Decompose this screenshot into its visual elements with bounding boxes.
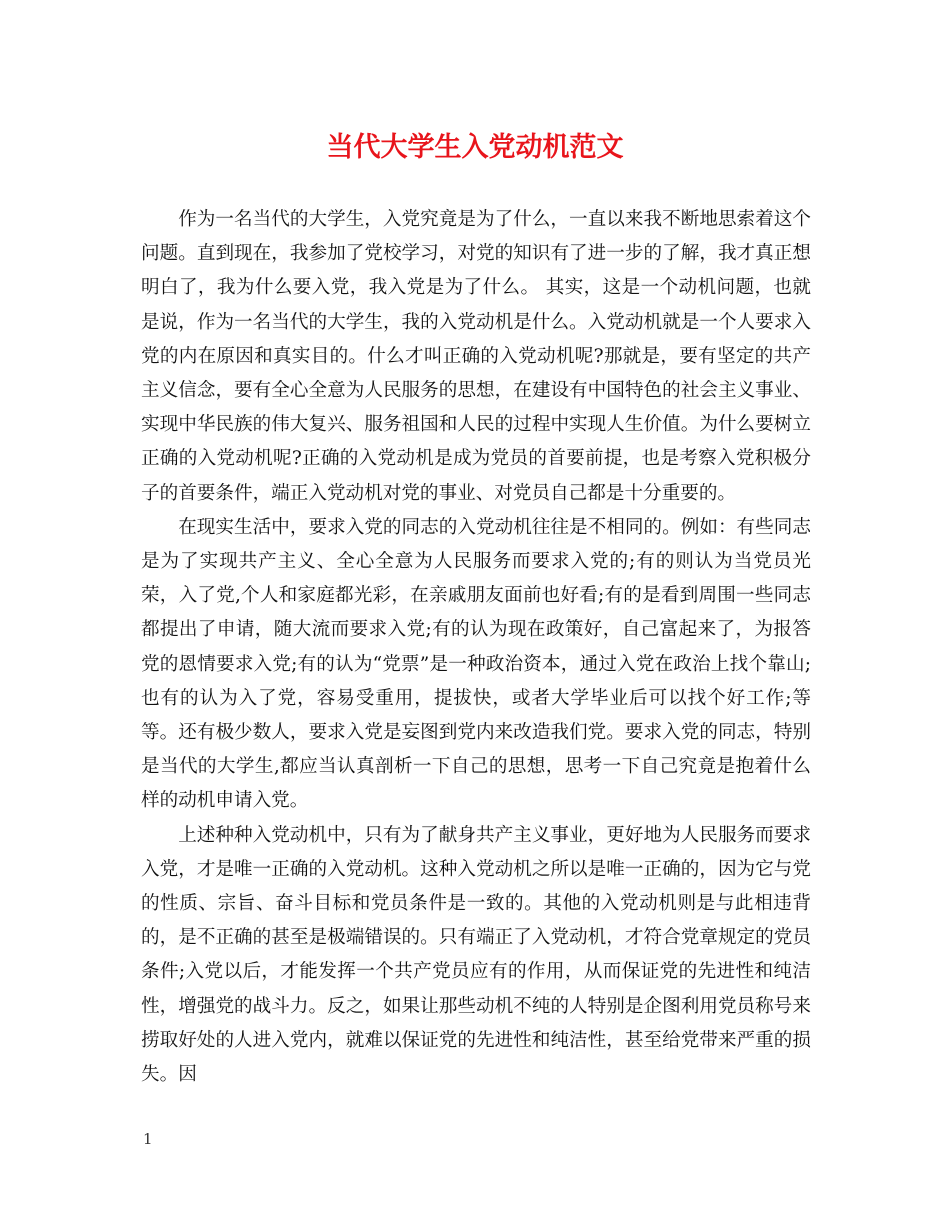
document-title: 当代大学生入党动机范文 [326, 132, 624, 163]
document-body [141, 203, 811, 1092]
paragraph-2: 在现实生活中，要求入党的同志的入党动机往往是不相同的。例如：有些同志是为了实现共产主义、全心全意为人民服务而要求入党的;有的则认为当党员光荣，入了党,个人和家庭都光彩，在亲戚朋友面前也好看;有的是看到周围一些同志都提出了申请，随大流而要求入党;有的认为现在政策好，自己富起来了，为报答党的恩情要求入党;有的认为“党票”是一种政治资本，通过入党在政治上找个靠山;也有的认为入了党，容易受重用，提拔快，或者大学毕业后可以找个好工作;等等。还有极少数人，要求入党是妄图到党内来改造我们党。要求入党的同志，特别是当代的大学生,都应当认真剖析一下自己的思想，思考一下自己究竟是抱着什么样的动机申请入党。 [141, 516, 811, 812]
paragraph-3: 上述种种入党动机中，只有为了献身共产主义事业，更好地为人民服务而要求入党，才是唯一正确的入党动机。这种入党动机之所以是唯一正确的，因为它与党的性质、宗旨、奋斗目标和党员条件是一致的。其他的入党动机则是与此相违背的，是不正确的甚至是极端错误的。只有端正了入党动机，才符合党章规定的党员条件;入党以后，才能发挥一个共产党员应有的作用，从而保证党的先进性和纯洁性，增强党的战斗力。反之，如果让那些动机不纯的人特别是企图利用党员称号来捞取好处的人进入党内，就难以保证党的先进性和纯洁性，甚至给党带来严重的损失。因 [141, 824, 811, 1086]
paragraph-1: 作为一名当代的大学生，入党究竟是为了什么，一直以来我不断地思索着这个问题。直到现在，我参加了党校学习，对党的知识有了进一步的了解，我才真正想明白了，我为什么要入党，我入党是为了什么。 其实，这是一个动机问题，也就是说，作为一名当代的大学生，我的入党动机是什么。入党动机就是一个人要求入党的内在原因和真实目的。什么才叫正确的入党动机呢?那就是，要有坚定的共产主义信念，要有全心全意为人民服务的思想，在建设有中国特色的社会主义事业、实现中华民族的伟大复兴、服务祖国和人民的过程中实现人生价值。为什么要树立正确的入党动机呢?正确的入党动机是成为党员的首要前提，也是考察入党积极分子的首要条件，端正入党动机对党的事业、对党员自己都是十分重要的。 [141, 209, 811, 504]
page-number: 1 [143, 1130, 153, 1148]
